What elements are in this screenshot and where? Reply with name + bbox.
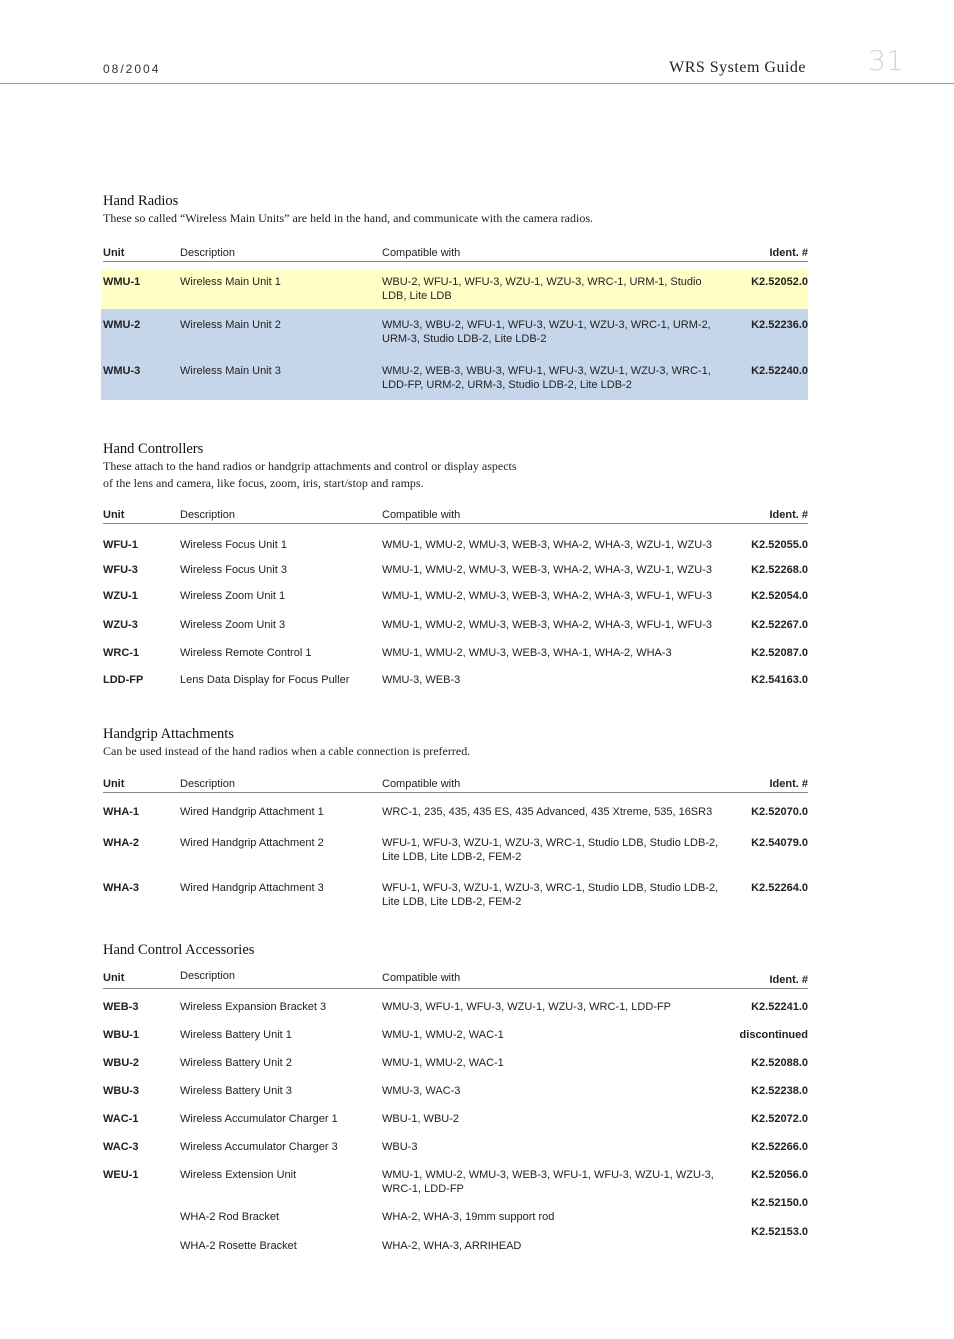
cell-description: Wired Handgrip Attachment 1 (180, 806, 324, 818)
cell-description: Wireless Extension Unit (180, 1169, 297, 1181)
cell-unit: WBU-1 (103, 1029, 140, 1041)
cell-compatible: WMU-1, WMU-2, WMU-3, WEB-3, WFU-1, WFU-3, WZU-1, WZU-3, WRC-1, LDD-FP (382, 1169, 714, 1195)
section-intro: These attach to the hand radios or handgrip attachments and control or display aspects of the lens and camera, like focus, zoom, iris, start/stop and ramps. (103, 459, 517, 490)
cell-description: Wireless Accumulator Charger 3 (180, 1141, 338, 1153)
cell-compatible: WMU-2, WEB-3, WBU-3, WFU-1, WFU-3, WZU-1, WZU-3, WRC-1, LDD-FP, URM-2, URM-3, Studio LDB-2, Lite LDB-2 (382, 365, 711, 391)
cell-description: Lens Data Display for Focus Puller (180, 674, 350, 686)
col-compatible: Compatible with (382, 972, 461, 984)
cell-description: Wireless Focus Unit 3 (180, 564, 287, 576)
cell-compatible: WMU-1, WMU-2, WMU-3, WEB-3, WHA-2, WHA-3, WZU-1, WZU-3 (382, 539, 712, 551)
cell-description: Wireless Remote Control 1 (180, 647, 312, 659)
guide-title: WRS System Guide (669, 59, 806, 76)
cell-unit: LDD-FP (103, 674, 144, 686)
col-description: Description (180, 509, 236, 521)
cell-description: Wireless Zoom Unit 1 (180, 590, 286, 602)
cell-description: Wireless Accumulator Charger 1 (180, 1113, 338, 1125)
section-hand-radios (103, 193, 808, 403)
cell-ident: K2.52052.0 (751, 276, 808, 288)
cell-description: WHA-2 Rod Bracket (180, 1211, 280, 1223)
cell-compatible: WMU-3, WAC-3 (382, 1085, 461, 1097)
cell-unit: WEB-3 (103, 1001, 139, 1013)
col-compatible: Compatible with (382, 247, 461, 259)
section-hand-controllers (103, 441, 808, 696)
cell-ident: K2.52240.0 (751, 365, 808, 377)
section-intro: Can be used instead of the hand radios when a cable connection is preferred. (103, 744, 471, 758)
cell-ident: K2.52087.0 (751, 647, 808, 659)
cell-unit: WZU-3 (103, 619, 138, 631)
section-hand-control-accessories (103, 942, 808, 1262)
cell-ident: K2.52150.0 (751, 1197, 808, 1209)
cell-unit: WFU-1 (103, 539, 138, 551)
col-ident: Ident. # (769, 974, 808, 986)
cell-description: Wireless Battery Unit 2 (180, 1057, 292, 1069)
cell-description: Wireless Main Unit 2 (180, 319, 281, 331)
col-compatible: Compatible with (382, 509, 461, 521)
col-description: Description (180, 778, 236, 790)
section-title: Hand Control Accessories (103, 942, 255, 958)
cell-compatible: WBU-2, WFU-1, WFU-3, WZU-1, WZU-3, WRC-1, URM-1, Studio LDB, Lite LDB (382, 276, 702, 302)
table-header-rule (103, 988, 808, 989)
cell-compatible: WMU-1, WMU-2, WMU-3, WEB-3, WHA-2, WHA-3, WZU-1, WZU-3 (382, 564, 712, 576)
col-unit: Unit (103, 509, 125, 521)
cell-ident: K2.54163.0 (751, 674, 808, 686)
cell-compatible: WHA-2, WHA-3, 19mm support rod (382, 1211, 555, 1223)
cell-ident: discontinued (739, 1029, 808, 1041)
cell-description: Wireless Battery Unit 1 (180, 1029, 292, 1041)
section-handgrip-attachments (103, 726, 808, 916)
col-compatible: Compatible with (382, 778, 461, 790)
cell-ident: K2.52267.0 (751, 619, 808, 631)
cell-unit: WMU-3 (103, 365, 141, 377)
cell-ident: K2.52236.0 (751, 319, 808, 331)
cell-compatible: WFU-1, WFU-3, WZU-1, WZU-3, WRC-1, Studio LDB, Studio LDB-2, Lite LDB, Lite LDB-2, FEM-2 (382, 837, 719, 863)
cell-ident: K2.52072.0 (751, 1113, 808, 1125)
cell-description: Wireless Zoom Unit 3 (180, 619, 286, 631)
cell-unit: WMU-1 (103, 276, 141, 288)
section-title: Handgrip Attachments (103, 726, 234, 742)
cell-description: Wireless Focus Unit 1 (180, 539, 287, 551)
col-ident: Ident. # (769, 247, 808, 259)
cell-compatible: WFU-1, WFU-3, WZU-1, WZU-3, WRC-1, Studio LDB, Studio LDB-2, Lite LDB, Lite LDB-2, FEM-2 (382, 882, 719, 908)
cell-compatible: WMU-1, WMU-2, WAC-1 (382, 1057, 504, 1069)
col-description: Description (180, 247, 236, 259)
cell-unit: WBU-3 (103, 1085, 140, 1097)
cell-ident: K2.52070.0 (751, 806, 808, 818)
section-intro: These so called “Wireless Main Units” are held in the hand, and communicate with the camera radios. (103, 211, 594, 225)
cell-compatible: WMU-1, WMU-2, WAC-1 (382, 1029, 504, 1041)
table-header-rule (103, 261, 808, 262)
cell-ident: K2.52054.0 (751, 590, 808, 602)
cell-ident: K2.52153.0 (751, 1226, 808, 1238)
cell-ident: K2.54079.0 (751, 837, 808, 849)
cell-ident: K2.52056.0 (751, 1169, 808, 1181)
cell-unit: WZU-1 (103, 590, 138, 602)
cell-unit: WMU-2 (103, 319, 141, 331)
cell-compatible: WMU-3, WFU-1, WFU-3, WZU-1, WZU-3, WRC-1, LDD-FP (382, 1001, 672, 1013)
col-unit: Unit (103, 247, 125, 259)
cell-unit: WEU-1 (103, 1169, 139, 1181)
cell-unit: WHA-2 (103, 837, 140, 849)
section-title: Hand Controllers (103, 441, 204, 457)
cell-unit: WHA-3 (103, 882, 140, 894)
section-title: Hand Radios (103, 193, 179, 209)
cell-description: WHA-2 Rosette Bracket (180, 1240, 297, 1252)
cell-unit: WBU-2 (103, 1057, 140, 1069)
cell-compatible: WMU-1, WMU-2, WMU-3, WEB-3, WHA-2, WHA-3, WFU-1, WFU-3 (382, 619, 712, 631)
cell-compatible: WBU-1, WBU-2 (382, 1113, 459, 1125)
cell-description: Wireless Main Unit 1 (180, 276, 281, 288)
cell-description: Wired Handgrip Attachment 2 (180, 837, 324, 849)
cell-compatible: WMU-3, WBU-2, WFU-1, WFU-3, WZU-1, WZU-3, WRC-1, URM-2, URM-3, Studio LDB-2, Lite LDB-2 (382, 319, 711, 345)
cell-unit: WAC-3 (103, 1141, 139, 1153)
table-header-rule (103, 523, 808, 524)
col-description: Description (180, 970, 236, 982)
cell-ident: K2.52266.0 (751, 1141, 808, 1153)
cell-compatible: WMU-1, WMU-2, WMU-3, WEB-3, WHA-2, WHA-3, WFU-1, WFU-3 (382, 590, 712, 602)
cell-unit: WHA-1 (103, 806, 140, 818)
cell-compatible: WMU-1, WMU-2, WMU-3, WEB-3, WHA-1, WHA-2, WHA-3 (382, 647, 672, 659)
col-ident: Ident. # (769, 778, 808, 790)
cell-unit: WAC-1 (103, 1113, 139, 1125)
cell-compatible: WRC-1, 235, 435, 435 ES, 435 Advanced, 435 Xtreme, 535, 16SR3 (382, 806, 713, 818)
table-header-rule (103, 792, 808, 793)
cell-compatible: WMU-3, WEB-3 (382, 674, 461, 686)
col-unit: Unit (103, 972, 125, 984)
cell-compatible: WBU-3 (382, 1141, 418, 1153)
col-ident: Ident. # (769, 509, 808, 521)
cell-unit: WRC-1 (103, 647, 140, 659)
document-date: 08/2004 (103, 62, 161, 76)
page-number: 31 (868, 44, 904, 77)
cell-description: Wired Handgrip Attachment 3 (180, 882, 324, 894)
cell-ident: K2.52268.0 (751, 564, 808, 576)
cell-ident: K2.52088.0 (751, 1057, 808, 1069)
cell-description: Wireless Expansion Bracket 3 (180, 1001, 327, 1013)
cell-ident: K2.52264.0 (751, 882, 808, 894)
cell-compatible: WHA-2, WHA-3, ARRIHEAD (382, 1240, 522, 1252)
cell-description: Wireless Main Unit 3 (180, 365, 281, 377)
cell-unit: WFU-3 (103, 564, 138, 576)
cell-ident: K2.52055.0 (751, 539, 808, 551)
cell-ident: K2.52241.0 (751, 1001, 808, 1013)
header-divider (0, 83, 954, 84)
col-unit: Unit (103, 778, 125, 790)
cell-ident: K2.52238.0 (751, 1085, 808, 1097)
cell-description: Wireless Battery Unit 3 (180, 1085, 292, 1097)
